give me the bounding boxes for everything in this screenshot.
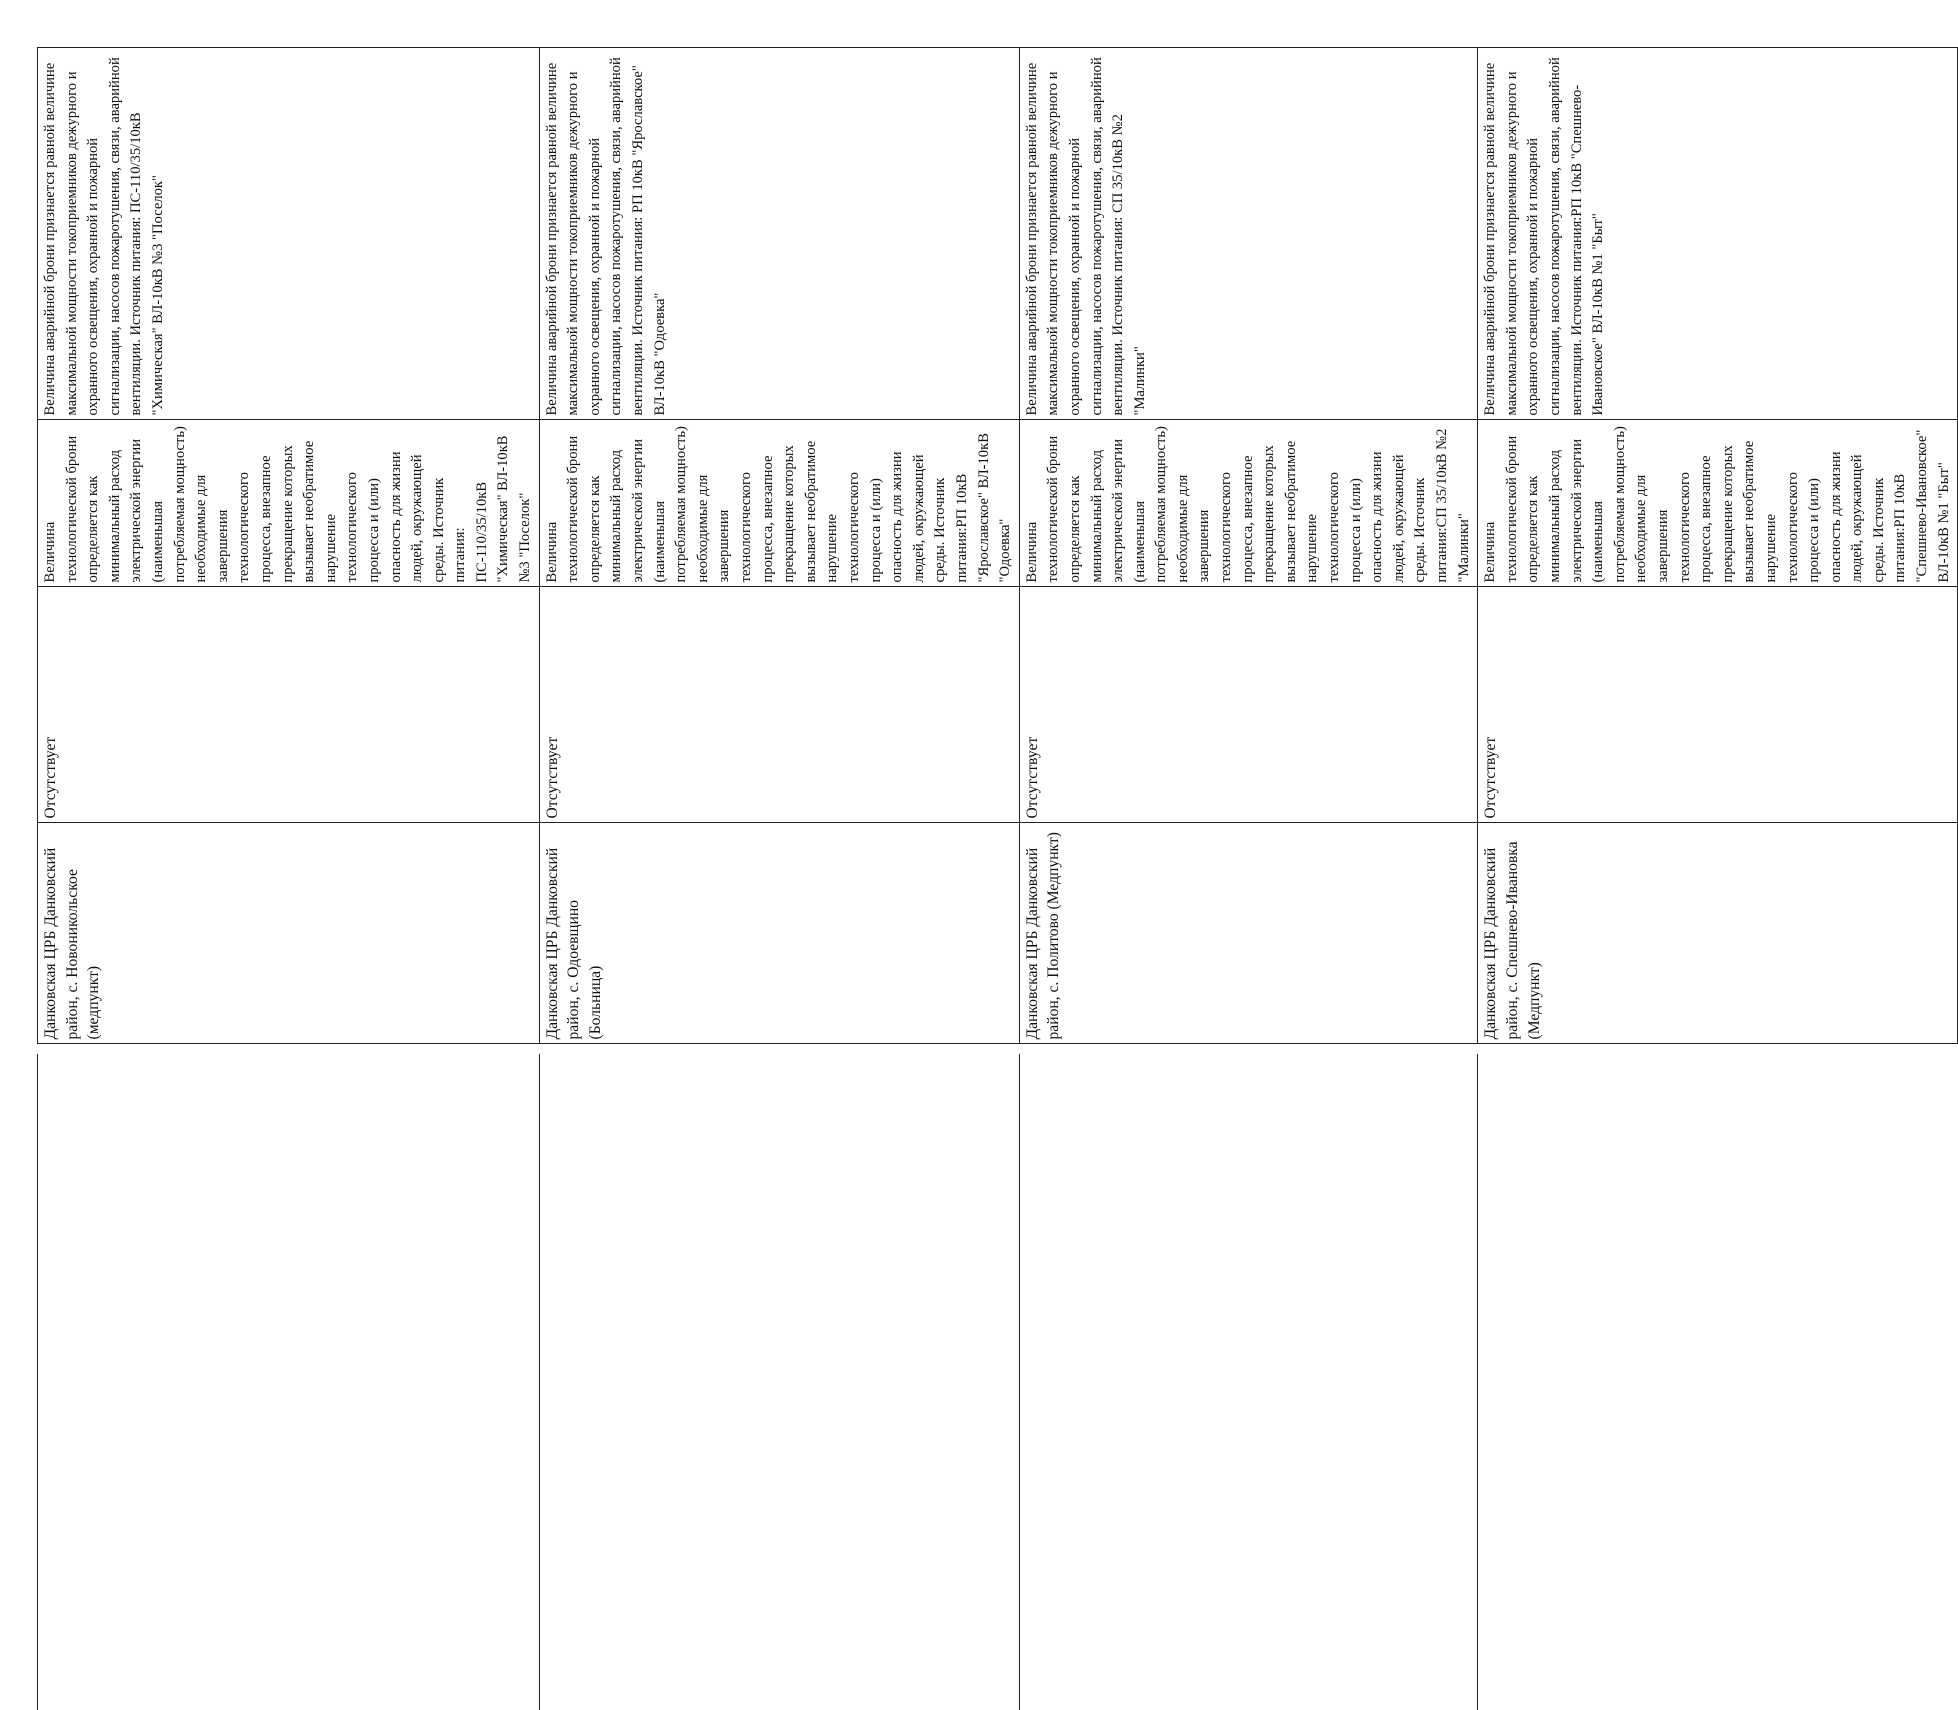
- avar-bron-cell: Величина аварийной брони признается равной величине максимальной мощности токоприемников дежурного и охранного освещения, охранной и пожарной сигнализации, насосов пожаротушения, связи, аварийной вентиляции. Источник питания: ПС-110/35/10кВ "Химическая" ВЛ-10кВ №3 "Поселок": [38, 48, 540, 420]
- empty-cell: [1478, 1054, 1958, 1064]
- empty-cell: [1478, 1044, 1958, 1054]
- org-cell: Данковская ЦРБ Данковский район, с. Политово (Медпункт): [1019, 823, 1477, 1044]
- empty-cell: [1019, 1044, 1477, 1054]
- empty-cell: [539, 1054, 1019, 1064]
- empty-cell: [1019, 1064, 1477, 1635]
- empty-cell: [38, 1054, 540, 1064]
- org-cell: Данковская ЦРБ Данковский район, с. Новоникольское (медпункт): [38, 823, 540, 1044]
- empty-cell: [1478, 1064, 1958, 1635]
- table-row: [1019, 48, 1477, 1710]
- empty-cell: [1019, 1054, 1477, 1064]
- org-cell: Данковская ЦРБ Данковский район, с. Спешнево-Ивановка (Медпункт): [1478, 823, 1958, 1044]
- tech-absent-cell: Отсутствует: [539, 587, 1019, 823]
- empty-cell: [539, 1064, 1019, 1635]
- tech-absent-cell: Отсутствует: [1478, 587, 1958, 823]
- rotated-table-page: [37, 48, 992, 1710]
- table-row: [539, 48, 1019, 1710]
- tech-bron-cell: Величина технологической брони определяется как минимальный расход электрической энергии (наименьшая потребляемая мощность) необходимые для завершения технологического процесса, внезапное прекращение которых вызывает необратимое нарушение технологического процесса и (или) опасность для жизни людей, окружающей среды. Источник питания: ПС-110/35/10кВ "Химическая" ВЛ-10кВ №3 "Поселок": [38, 420, 540, 587]
- tech-bron-cell: Величина технологической брони определяется как минимальный расход электрической энергии (наименьшая потребляемая мощность) необходимые для завершения технологического процесса, внезапное прекращение которых вызывает необратимое нарушение технологического процесса и (или) опасность для жизни людей, окружающей среды. Источник питания:РП 10кВ "Спешнево-Ивановское" ВЛ-10кВ №1 "Быт": [1478, 420, 1958, 587]
- power-reserve-table: [37, 48, 1958, 1710]
- table-row: [1478, 48, 1958, 1710]
- avar-bron-cell: Величина аварийной брони признается равной величине максимальной мощности токоприемников дежурного и охранного освещения, охранной и пожарной сигнализации, насосов пожаротушения, связи, аварийной вентиляции. Источник питания:РП 10кВ "Спешнево-Ивановское" ВЛ-10кВ №1 "Быт": [1478, 48, 1958, 420]
- empty-cell: [539, 1044, 1019, 1054]
- tech-bron-cell: Величина технологической брони определяется как минимальный расход электрической энергии (наименьшая потребляемая мощность) необходимые для завершения технологического процесса, внезапное прекращение которых вызывает необратимое нарушение технологического процесса и (или) опасность для жизни людей, окружающей среды. Источник питания:СП 35/10кВ №2 "Малинки": [1019, 420, 1477, 587]
- empty-cell: [539, 1635, 1019, 1710]
- empty-cell: [38, 1044, 540, 1054]
- org-cell: Данковская ЦРБ Данковский район, с. Одоевщино (Больница): [539, 823, 1019, 1044]
- tech-absent-cell: Отсутствует: [1019, 587, 1477, 823]
- empty-cell: [1478, 1635, 1958, 1710]
- avar-bron-cell: Величина аварийной брони признается равной величине максимальной мощности токоприемников дежурного и охранного освещения, охранной и пожарной сигнализации, насосов пожаротушения, связи, аварийной вентиляции. Источник питания: РП 10кВ "Ярославское" ВЛ-10кВ "Одоевка": [539, 48, 1019, 420]
- tech-absent-cell: Отсутствует: [38, 587, 540, 823]
- table-row: [38, 48, 540, 1710]
- empty-cell: [38, 1064, 540, 1635]
- avar-bron-cell: Величина аварийной брони признается равной величине максимальной мощности токоприемников дежурного и охранного освещения, охранной и пожарной сигнализации, насосов пожаротушения, связи, аварийной вентиляции. Источник питания: СП 35/10кВ №2 "Малинки": [1019, 48, 1477, 420]
- tech-bron-cell: Величина технологической брони определяется как минимальный расход электрической энергии (наименьшая потребляемая мощность) необходимые для завершения технологического процесса, внезапное прекращение которых вызывает необратимое нарушение технологического процесса и (или) опасность для жизни людей, окружающей среды. Источник питания:РП 10кВ "Ярославское" ВЛ-10кВ "Одоевка": [539, 420, 1019, 587]
- empty-cell: [38, 1635, 540, 1710]
- empty-cell: [1019, 1635, 1477, 1710]
